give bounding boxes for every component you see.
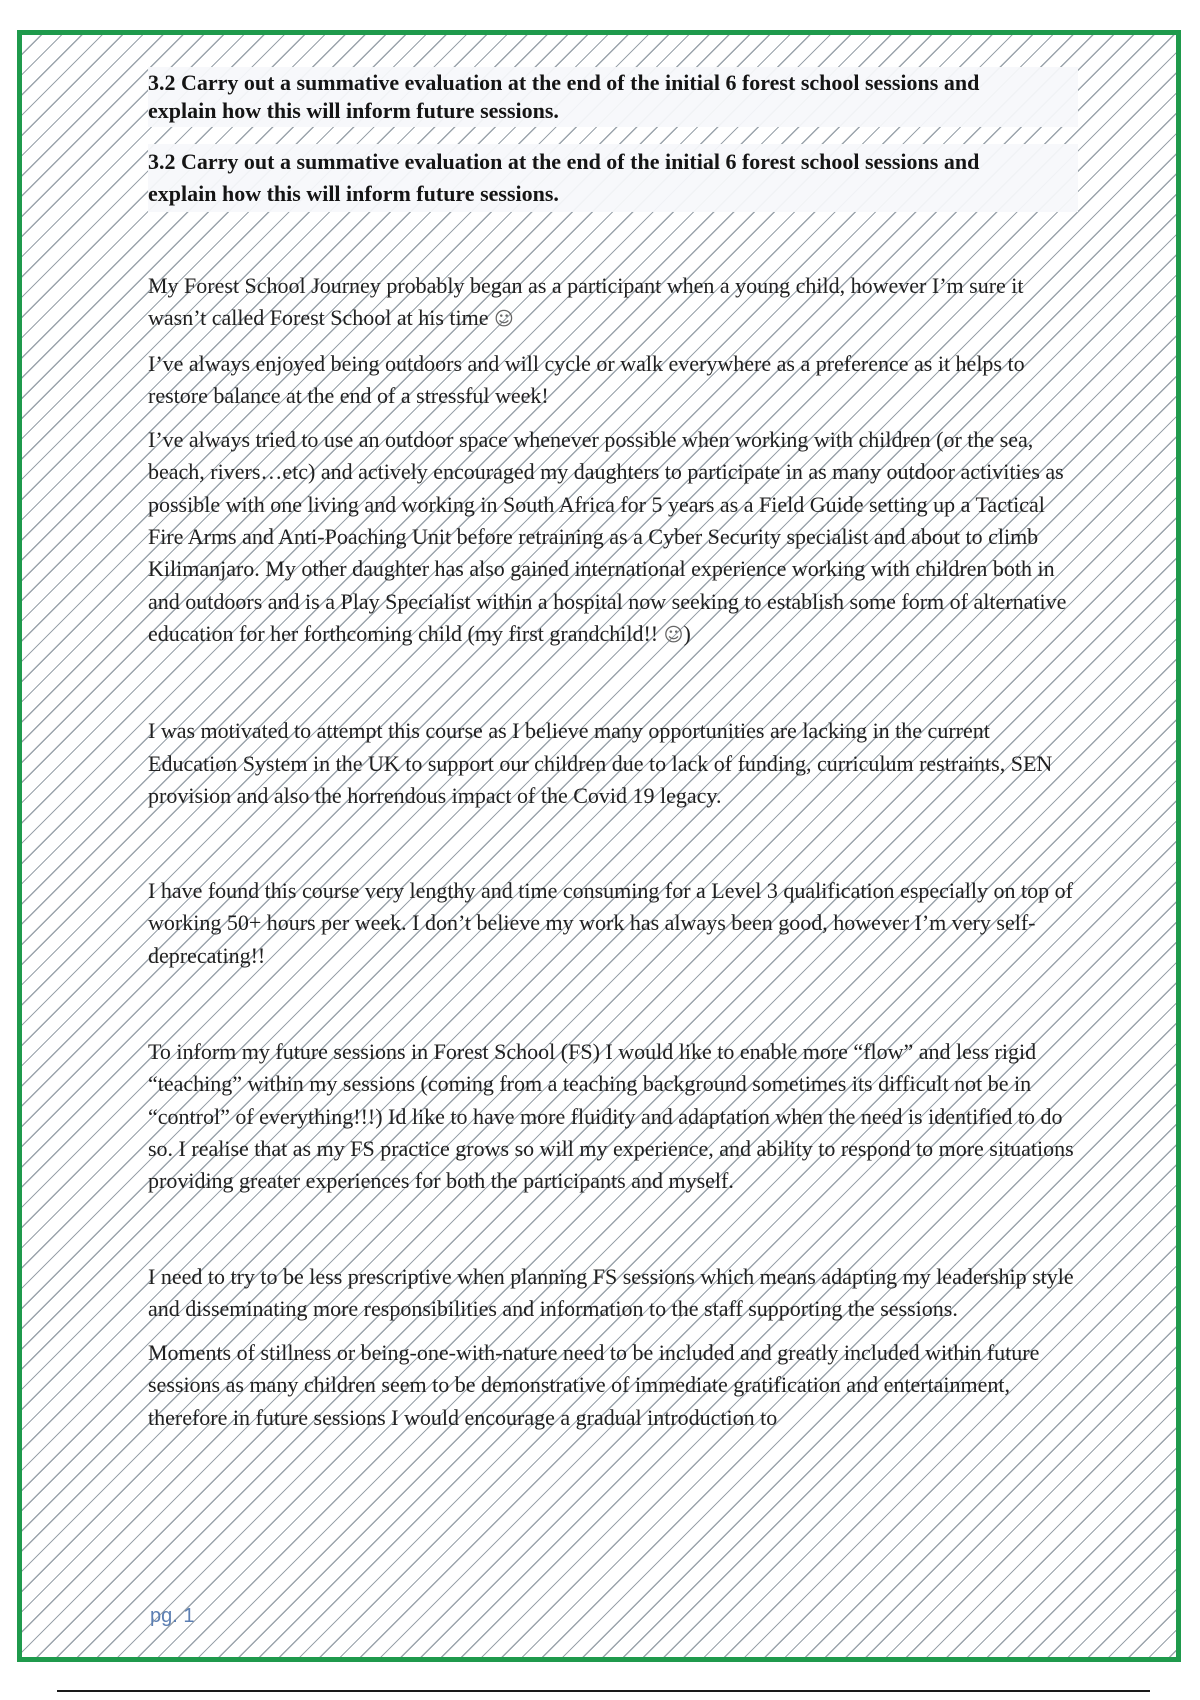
paragraph-daughters (148, 424, 1078, 651)
document-body (148, 67, 1078, 1434)
smiley-icon: ☺ (494, 308, 514, 331)
paragraph-outdoors: I’ve always enjoyed being outdoors and will cycle or walk everywhere as a preference as it helps to restore balance at the end of a stressful week! (148, 350, 1025, 408)
paragraph-future-sessions: To inform my future sessions in Forest School (FS) I would like to enable more “flow” and less rigid “teaching” within my sessions (coming from a teaching background sometimes its difficult not be in “control” of everything!!!) Id like to have more fluidity and adaptation when the need is identified to do so. I realise that as my FS practice grows so will my experience, and ability to respond to more situations providing greater experiences for both the participants and myself. (148, 1039, 1074, 1194)
page-number: pg. 1 (150, 1605, 195, 1627)
paragraph-stillness: Moments of stillness or being-one-with-nature need to be included and greatly included within future sessions as many children seem to be demonstrative of immediate gratification and entertainment, therefore in future sessions I would encourage a gradual introduction to (148, 1340, 1040, 1430)
paragraph-journey (148, 270, 1078, 336)
paragraph-journey-text: My Forest School Journey probably began as a participant when a young child, however I’m sure it wasn’t called Forest School at his time (148, 273, 1024, 331)
smiley-icon: ☺ (663, 623, 684, 646)
page-divider (57, 1690, 1150, 1692)
paragraph-daughters-end: ) (683, 620, 691, 646)
section-heading: 3.2 Carry out a summative evaluation at the end of the initial 6 forest school sessions and explain how this will inform future sessions. (148, 67, 1078, 127)
paragraph-motivation: I was motivated to attempt this course as I believe many opportunities are lacking in the current Education System in the UK to support our children due to lack of funding, curriculum restraints, SEN provision and also the horrendous impact of the Covid 19 legacy. (148, 718, 1053, 808)
paragraph-daughters-text: I’ve always tried to use an outdoor space whenever possible when working with children (or the sea, beach, rivers…etc) and actively encouraged my daughters to participate in as many outdoor activities as possible with one living and working in South Africa for 5 years as a Field Guide setting up a Tactical Fire Arms and Anti-Poaching Unit before retraining as a Cyber Security specialist and about to climb Kilimanjaro. My other daughter has also gained international experience working with children both in and outdoors and is a Play Specialist within a hospital now seeking to establish some form of alternative education for her forthcoming child (my first grandchild!! (148, 427, 1067, 646)
document-page (17, 30, 1181, 1662)
paragraph-course-reflection: I have found this course very lengthy and time consuming for a Level 3 qualification especially on top of working 50+ hours per week. I don’t believe my work has always been good, however I’m very self-deprecating!! (148, 878, 1073, 968)
section-heading-repeat: 3.2 Carry out a summative evaluation at the end of the initial 6 forest school sessions and explain how this will inform future sessions. (148, 144, 1078, 212)
paragraph-planning: I need to try to be less prescriptive when planning FS sessions which means adapting my leadership style and disseminating more responsibilities and information to the staff supporting the sessions. (148, 1263, 1074, 1321)
